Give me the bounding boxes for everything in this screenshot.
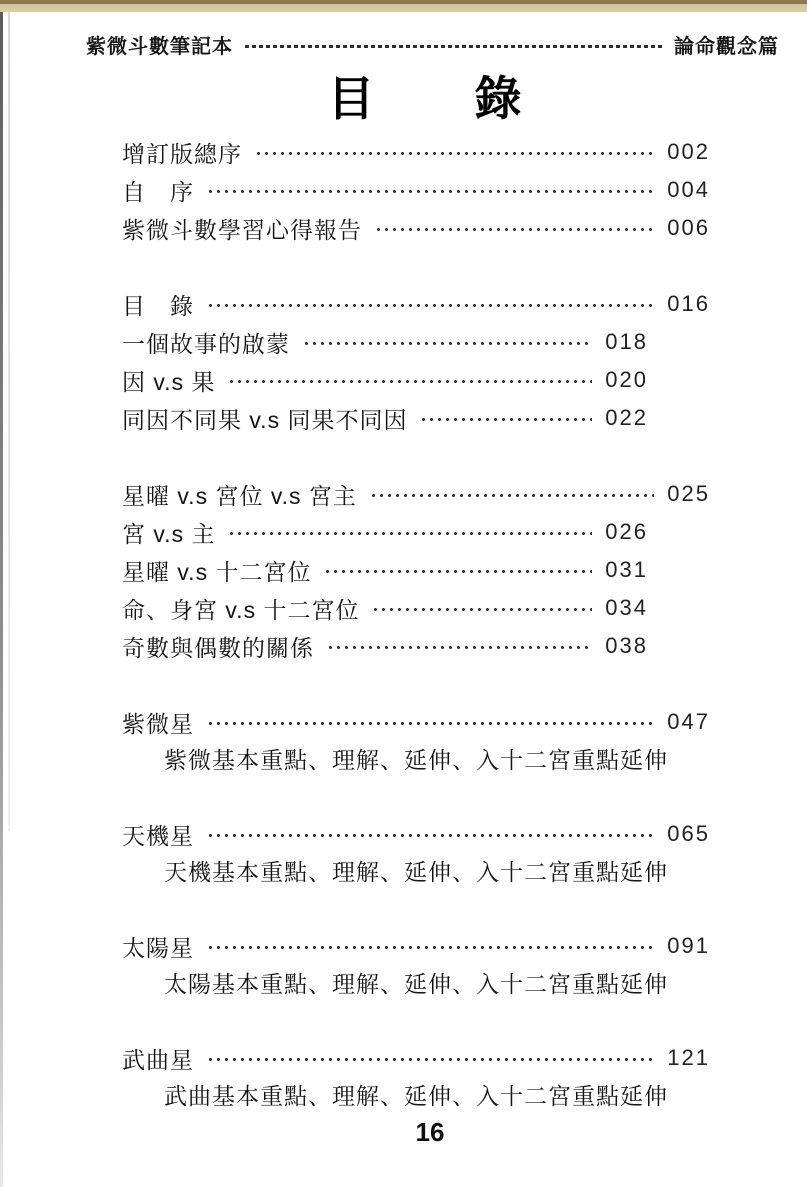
scan-left-edge-faint (8, 12, 10, 831)
running-header (86, 30, 779, 59)
toc-entry-subtitle: 天機基本重點、理解、延伸、入十二宮重點延伸 (164, 859, 668, 885)
toc-entry (122, 927, 710, 965)
toc-entry-subtitle: 武曲基本重點、理解、延伸、入十二宮重點延伸 (164, 1083, 668, 1109)
dotted-leader (208, 945, 654, 950)
dotted-leader (208, 303, 654, 308)
toc-entry-title: 一個故事的啟蒙 (122, 330, 290, 357)
toc-entry-title: 宮 v.s 主 (122, 520, 216, 547)
dotted-leader (328, 645, 592, 650)
scan-left-edge (0, 12, 3, 1187)
toc-entry (122, 627, 710, 665)
dotted-leader (373, 607, 592, 612)
running-header-left: 紫微斗數筆記本 (86, 36, 233, 58)
toc-entry (122, 589, 710, 627)
toc-entry-page: 121 (667, 1045, 710, 1070)
toc-entry-title: 命、身宮 v.s 十二宮位 (122, 596, 360, 623)
toc-entry (122, 513, 710, 551)
toc-group-ziwei-star (122, 703, 710, 779)
dotted-leader (256, 151, 654, 156)
toc-entry-page: 022 (605, 405, 648, 430)
toc-entry-page: 091 (667, 933, 710, 958)
toc-entry-subtitle: 太陽基本重點、理解、延伸、入十二宮重點延伸 (164, 971, 668, 997)
toc-entry (122, 1039, 710, 1077)
toc-entry-title: 同因不同果 v.s 同果不同因 (122, 406, 408, 433)
toc-entry-title: 星曜 v.s 十二宮位 (122, 558, 312, 585)
dotted-leader (208, 833, 654, 838)
toc-entry (122, 323, 710, 361)
dotted-leader (325, 569, 592, 574)
toc-entry-page: 031 (605, 557, 648, 582)
toc-entry-title: 紫微斗數學習心得報告 (122, 216, 362, 243)
toc-entry (122, 361, 710, 399)
toc-entry (122, 703, 710, 741)
toc-entry-title: 天機星 (122, 822, 194, 849)
toc-group-taiyang-star (122, 927, 710, 1003)
toc-entry-title: 武曲星 (122, 1046, 194, 1073)
toc-group-wuqu-star (122, 1039, 710, 1115)
toc-group-palaces (122, 475, 710, 665)
table-of-contents (122, 133, 710, 1115)
toc-entry-title: 紫微星 (122, 710, 194, 737)
dotted-leader (421, 417, 592, 422)
toc-entry-title: 太陽星 (122, 934, 194, 961)
dotted-leader (304, 341, 592, 346)
toc-entry-page: 004 (667, 177, 710, 202)
scan-top-band (0, 0, 807, 12)
running-header-right: 論命觀念篇 (674, 36, 779, 58)
toc-entry-page: 002 (667, 139, 710, 164)
toc-entry-title: 星曜 v.s 宮位 v.s 宮主 (122, 482, 357, 509)
toc-entry-page: 026 (605, 519, 648, 544)
toc-entry-page: 025 (667, 481, 710, 506)
page-title: 目 錄 (327, 72, 524, 125)
toc-entry (122, 815, 710, 853)
toc-entry-page: 018 (605, 329, 648, 354)
toc-entry-page: 020 (605, 367, 648, 392)
toc-group-tianji-star (122, 815, 710, 891)
toc-entry-page: 034 (605, 595, 648, 620)
dotted-leader (208, 1057, 654, 1062)
toc-entry-page: 065 (667, 821, 710, 846)
toc-entry (122, 209, 710, 247)
dotted-leader (371, 493, 654, 498)
toc-entry (122, 551, 710, 589)
dotted-leader (229, 531, 592, 536)
toc-entry-page: 038 (605, 633, 648, 658)
toc-entry-title: 因 v.s 果 (122, 368, 216, 395)
toc-entry-title: 目 錄 (122, 292, 194, 319)
toc-entry-title: 增訂版總序 (122, 140, 242, 167)
toc-entry-title: 自 序 (122, 178, 194, 205)
toc-entry-page: 047 (667, 709, 710, 734)
toc-entry (122, 285, 710, 323)
toc-entry-title: 奇數與偶數的關係 (122, 634, 314, 661)
toc-entry-subtitle: 紫微基本重點、理解、延伸、入十二宮重點延伸 (164, 747, 668, 773)
toc-group-front-matter (122, 133, 710, 247)
toc-entry-page: 006 (667, 215, 710, 240)
toc-entry (122, 133, 710, 171)
header-dashed-rule (245, 45, 662, 48)
dotted-leader (208, 721, 654, 726)
toc-entry (122, 399, 710, 437)
folio-page-number: 16 (415, 1117, 445, 1147)
dotted-leader (376, 227, 654, 232)
toc-group-intro (122, 285, 710, 437)
toc-entry (122, 171, 710, 209)
toc-entry (122, 475, 710, 513)
dotted-leader (208, 189, 654, 194)
dotted-leader (229, 379, 592, 384)
toc-entry-page: 016 (667, 291, 710, 316)
